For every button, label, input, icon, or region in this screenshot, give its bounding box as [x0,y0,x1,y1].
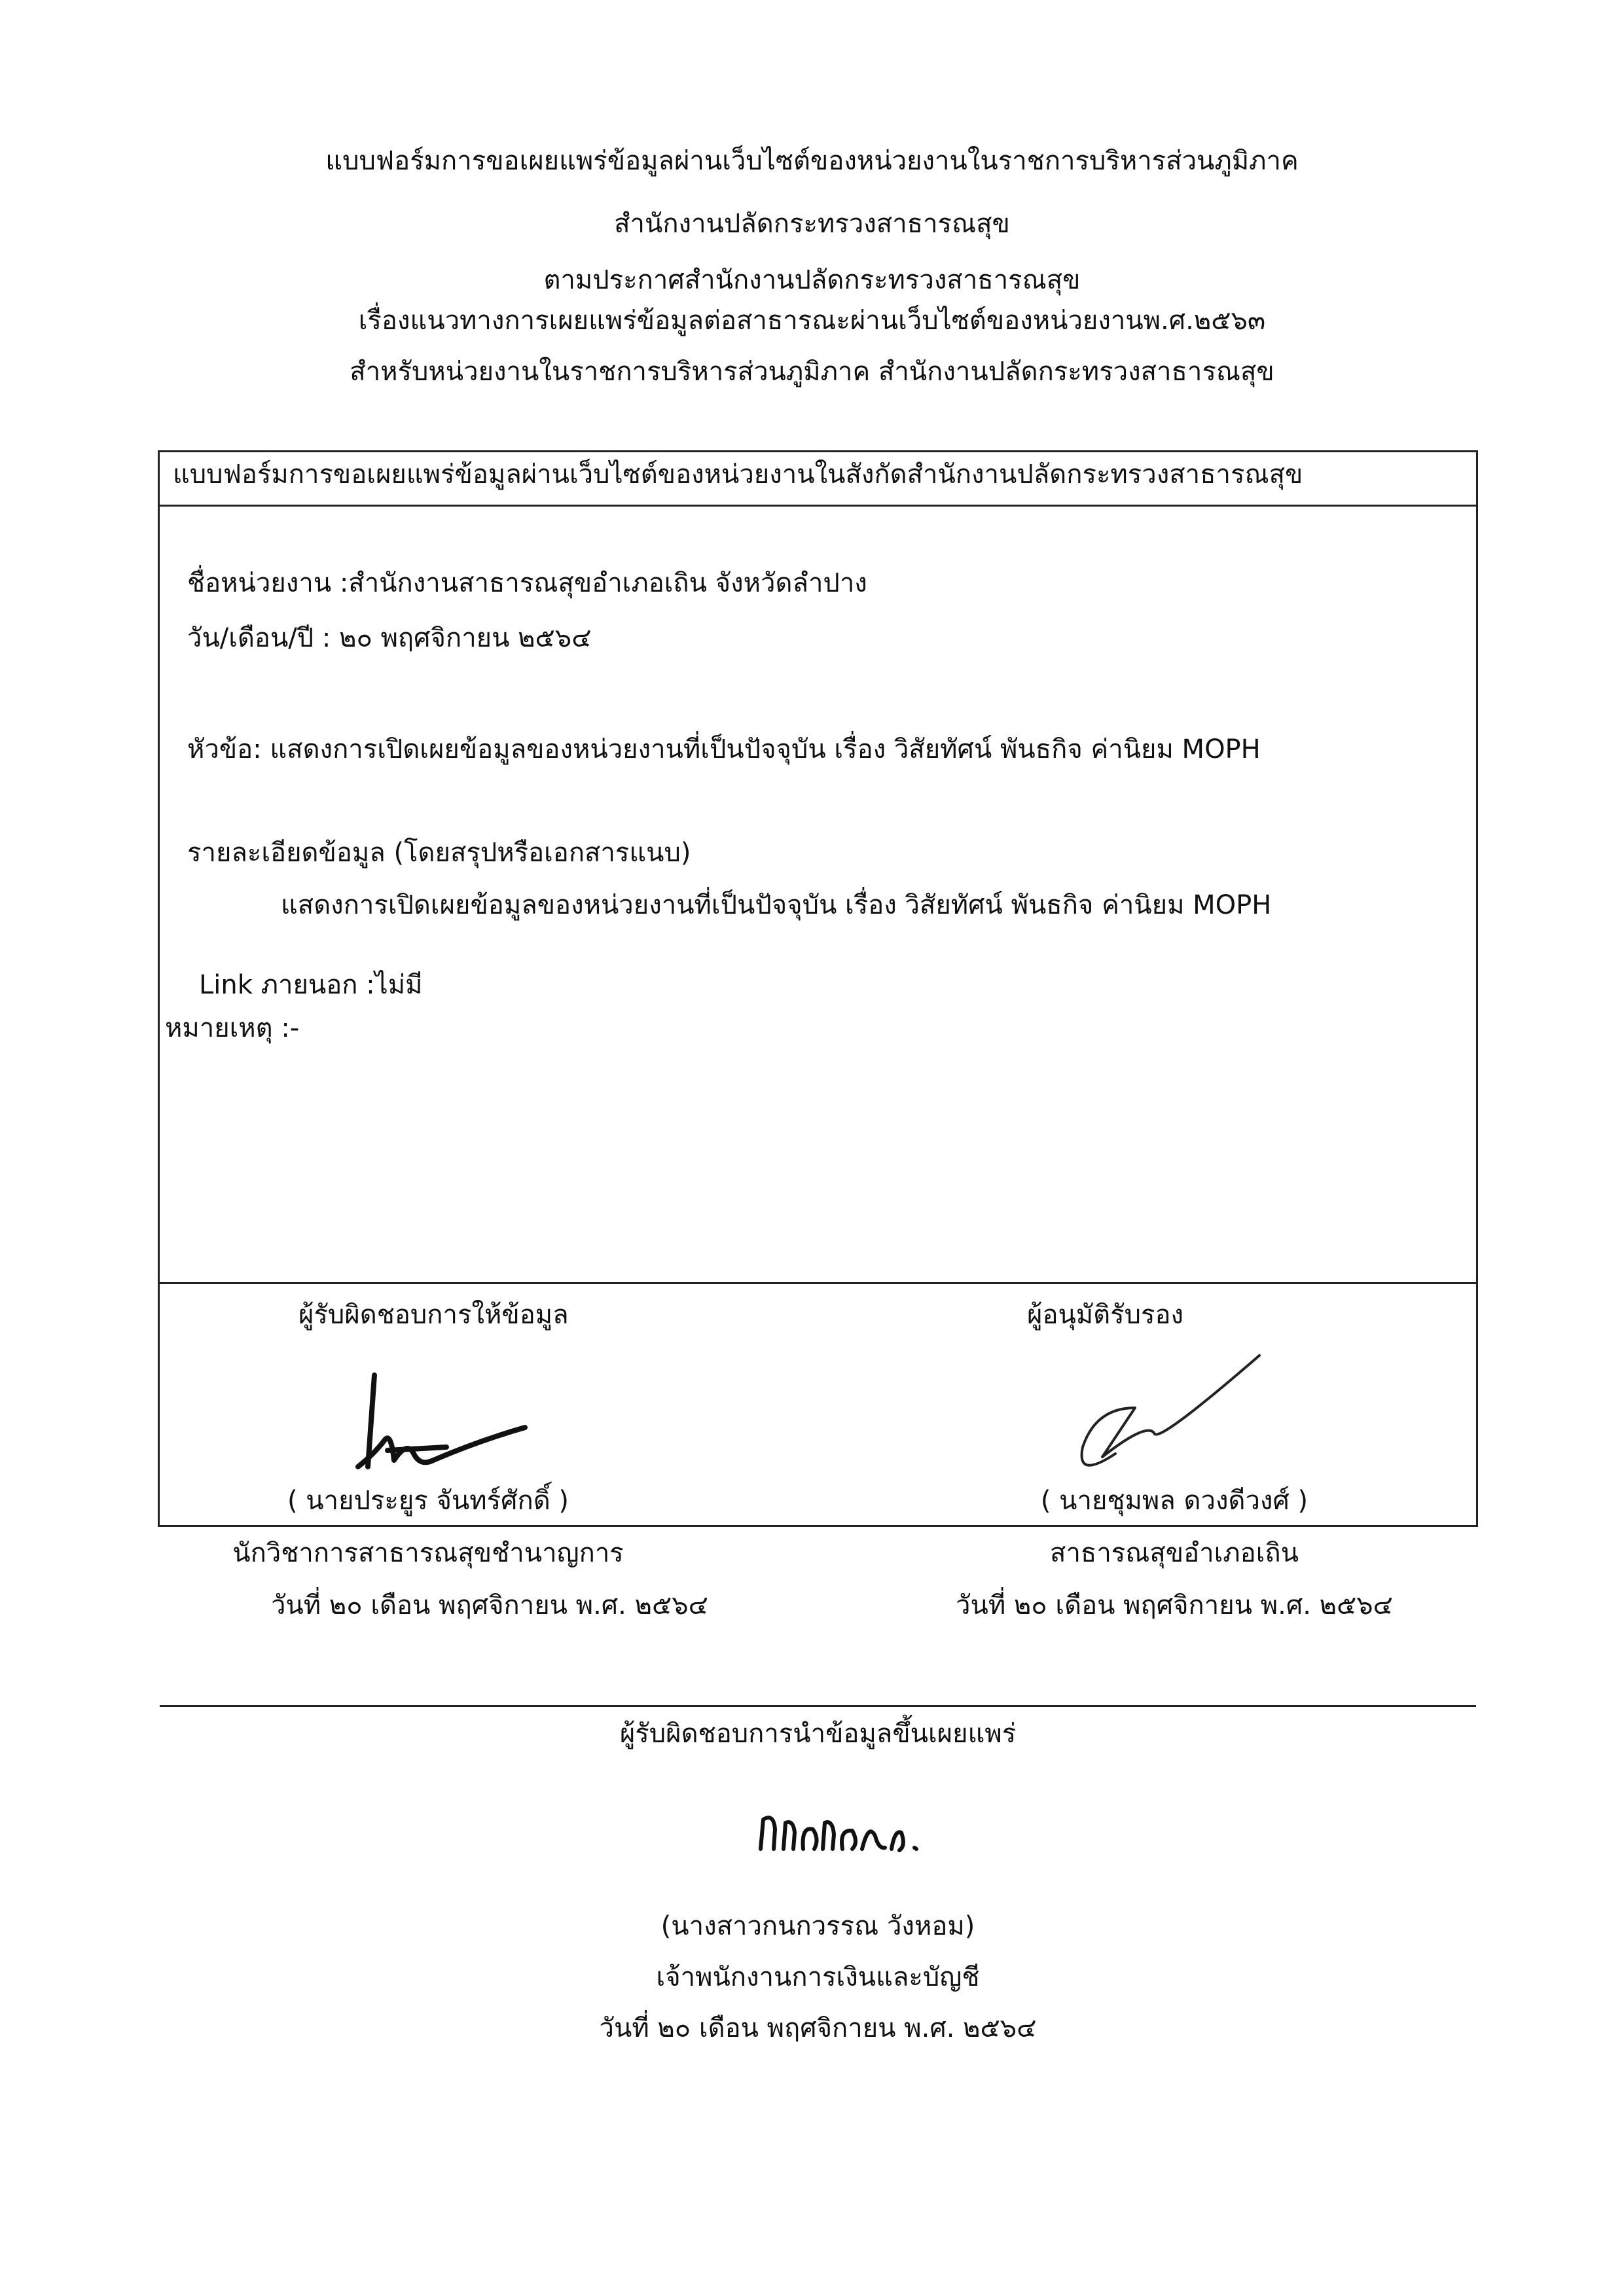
title-divider [160,505,1476,507]
header-line-5: สำหรับหน่วยงานในราชการบริหารส่วนภูมิภาค สำนักงานปลัดกระทรวงสาธารณสุข [350,357,1274,387]
responsible-position: นักวิชาการสาธารณสุขชำนาญการ [232,1538,624,1568]
remark: หมายเหตุ :- [165,1013,300,1043]
form-title: แบบฟอร์มการขอเผยแพร่ข้อมูลผ่านเว็บไซต์ของหน่วยงานในสังกัดสำนักงานปลัดกระทรวงสาธารณสุข [173,459,1303,490]
approver-position: สาธารณสุขอำเภอเถิน [1050,1538,1299,1568]
details-text: แสดงการเปิดเผยข้อมูลของหน่วยงานที่เป็นปัจจุบัน เรื่อง วิสัยทัศน์ พันธกิจ ค่านิยม MOPH [281,890,1272,920]
approver-date: วันที่ ๒๐ เดือน พฤศจิกายน พ.ศ. ๒๕๖๔ [956,1590,1393,1621]
form-date: วัน/เดือน/ปี : ๒๐ พฤศจิกายน ๒๕๖๔ [187,623,592,653]
approver-signature-icon [1063,1342,1272,1486]
publisher-name: (นางสาวกนกวรรณ วังหอม) [660,1911,975,1941]
signature-divider [160,1282,1476,1284]
external-link: Link ภายนอก :ไม่มี [199,970,423,1000]
publisher-heading: ผู้รับผิดชอบการนำข้อมูลขึ้นเผยแพร่ [619,1719,1017,1749]
publisher-signature-icon [754,1803,924,1862]
publisher-divider [160,1705,1476,1707]
details-label: รายละเอียดข้อมูล (โดยสรุปหรือเอกสารแนบ) [187,838,691,868]
responsible-date: วันที่ ๒๐ เดือน พฤศจิกายน พ.ศ. ๒๕๖๔ [271,1590,708,1621]
header-line-4: เรื่องแนวทางการเผยแพร่ข้อมูลต่อสาธารณะผ่านเว็บไซต์ของหน่วยงานพ.ศ.๒๕๖๓ [358,306,1266,336]
header-line-3: ตามประกาศสำนักงานปลัดกระทรวงสาธารณสุข [543,265,1081,295]
publisher-position: เจ้าพนักงานการเงินและบัญชี [656,1962,980,1992]
responsible-signature-icon [348,1369,545,1486]
responsible-name: ( นายประยูร จันทร์ศักดิ์ ) [287,1486,569,1516]
header-line-1: แบบฟอร์มการขอเผยแพร่ข้อมูลผ่านเว็บไซต์ของหน่วยงานในราชการบริหารส่วนภูมิภาค [325,146,1299,176]
subject: หัวข้อ: แสดงการเปิดเผยข้อมูลของหน่วยงานที่เป็นปัจจุบัน เรื่อง วิสัยทัศน์ พันธกิจ ค่านิยม MOPH [187,734,1261,764]
responsible-heading: ผู้รับผิดชอบการให้ข้อมูล [298,1300,569,1330]
agency-name: ชื่อหน่วยงาน :สำนักงานสาธารณสุขอำเภอเถิน จังหวัดลำปาง [187,568,867,598]
header-line-2: สำนักงานปลัดกระทรวงสาธารณสุข [614,209,1010,239]
form-box [158,450,1478,2043]
publisher-date: วันที่ ๒๐ เดือน พฤศจิกายน พ.ศ. ๒๕๖๔ [599,2013,1037,2043]
approver-name: ( นายชุมพล ดวงดีวงศ์ ) [1040,1486,1308,1516]
approver-heading: ผู้อนุมัติรับรอง [1027,1300,1184,1330]
